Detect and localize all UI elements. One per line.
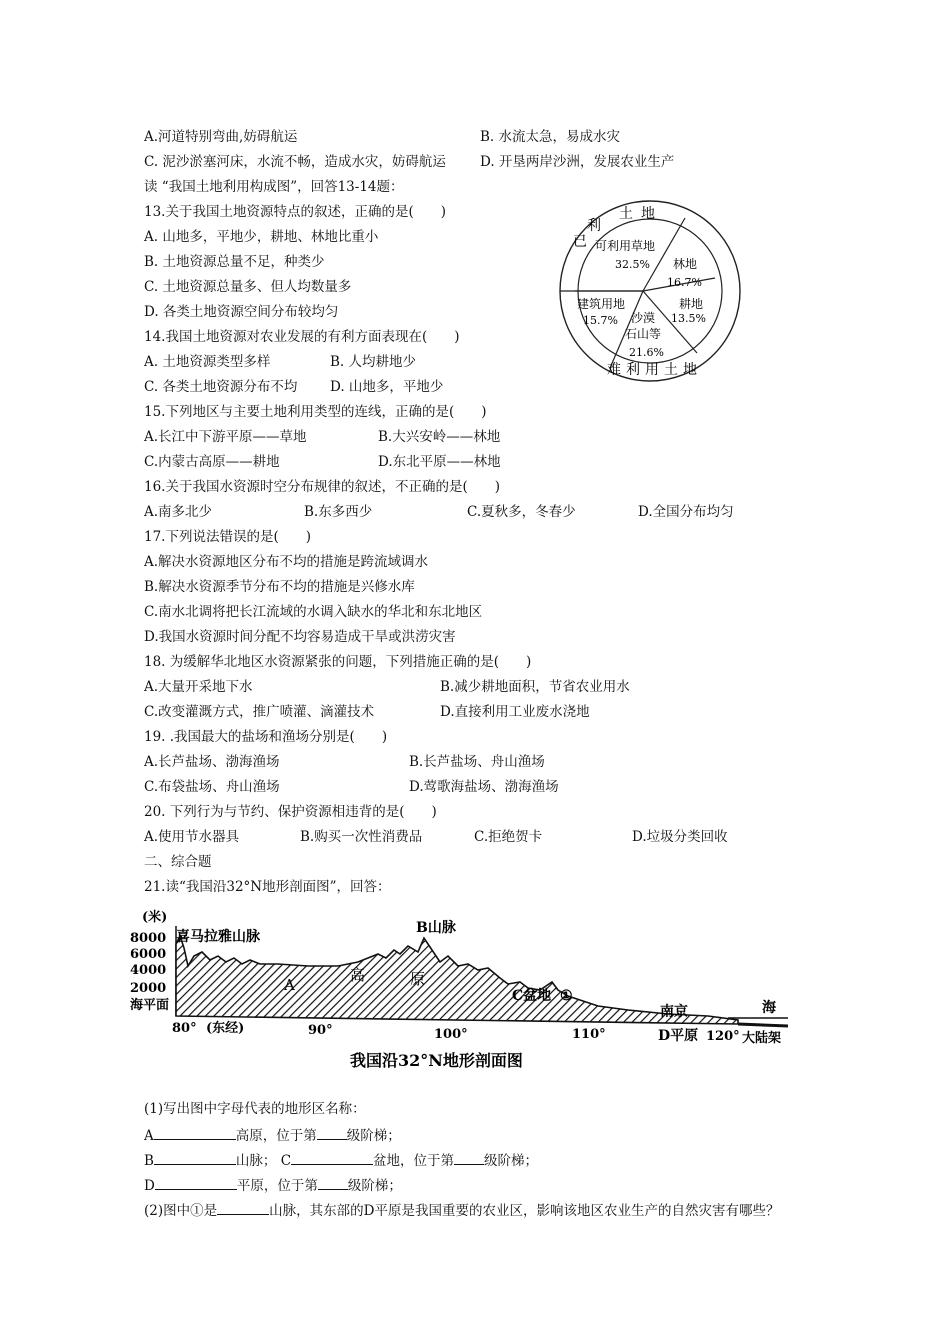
xtick-110: 110° (572, 1027, 606, 1042)
q15-stem: 15.下列地区与主要土地利用类型的连线，正确的是( ) (144, 404, 487, 420)
pie-seg-cropland-name: 耕地 (679, 297, 704, 311)
q21-d-letter: D (144, 1178, 155, 1194)
q19-stem: 19. .我国最大的盐场和渔场分别是( ) (144, 729, 388, 745)
q21-sub2-pre: (2)图中①是 (144, 1203, 218, 1219)
q19-option-c: C.布袋盐场、舟山渔场 (144, 779, 280, 795)
q17-option-c: C.南水北调将把长江流域的水调入缺水的华北和东北地区 (144, 604, 483, 620)
q21-a-mid: 高原，位于第 (235, 1128, 317, 1144)
q12-option-b: B. 水流太急，易成水灾 (480, 129, 621, 145)
answer-blank-c-name[interactable] (291, 1150, 373, 1165)
pie-top-label-3: 已 (573, 234, 587, 250)
xtick-120: 120° (706, 1029, 740, 1044)
q21-sub1: (1)写出图中字母代表的地形区名称： (144, 1101, 366, 1117)
pie-seg-building-name: 建筑用地 (577, 297, 626, 311)
read-landuse-instruction: 读 “我国土地利用构成图”，回答13-14题： (144, 179, 404, 195)
q18-option-c: C.改变灌溉方式，推广喷灌、滴灌技术 (144, 704, 375, 720)
terrain-profile (176, 936, 738, 1024)
q17-option-a: A.解决水资源地区分布不均的措施是跨流域调水 (144, 554, 429, 570)
q12-option-a: A.河道特别弯曲,妨碍航运 (144, 129, 298, 145)
circle-one-label: ① (560, 988, 573, 1004)
plateau-char-1: 高 (350, 966, 366, 984)
q12-option-d: D. 开垦两岸沙洲，发展农业生产 (480, 154, 675, 170)
pie-seg-cropland-value: 13.5% (671, 312, 706, 325)
himalaya-label: 喜马拉雅山脉 (176, 929, 260, 945)
q21-a-end: 级阶梯； (346, 1128, 401, 1144)
profile-caption: 我国沿32°N地形剖面图 (350, 1051, 523, 1070)
q13-option-b: B. 土地资源总量不足，种类少 (144, 254, 325, 270)
q16-option-c: C.夏秋多，冬春少 (467, 504, 576, 520)
q12-option-c: C. 泥沙淤塞河床，水流不畅，造成水灾，妨碍航运 (144, 154, 446, 170)
q20-option-b: B.购买一次性消费品 (300, 829, 423, 845)
q21-stem: 21.读“我国沿32°N地形剖面图”，回答： (144, 879, 391, 895)
q21-line-d (144, 1175, 402, 1195)
q15-option-b: B.大兴安岭——林地 (378, 429, 501, 445)
pie-seg-building-value: 15.7% (583, 314, 618, 327)
q17-option-d: D.我国水资源时间分配不均容易造成干旱或洪涝灾害 (144, 629, 456, 645)
q21-line-a (144, 1125, 401, 1145)
a-plateau-letter: A (284, 976, 295, 994)
q20-option-c: C.拒绝贺卡 (474, 829, 543, 845)
q20-option-d: D.垃圾分类回收 (632, 829, 728, 845)
q21-a-letter: A (144, 1128, 154, 1144)
answer-blank-c-step[interactable] (454, 1150, 484, 1165)
profile-unit-label: (米) (142, 910, 168, 925)
q16-option-a: A.南多北少 (144, 504, 213, 520)
q21-c-end: 级阶梯； (484, 1153, 539, 1169)
profile-ytick-2000: 2000 (130, 981, 167, 996)
answer-blank-a-name[interactable] (154, 1125, 236, 1140)
section-2-heading: 二、综合题 (144, 854, 212, 870)
nanjing-label: 南京 (660, 1004, 688, 1020)
profile-ytick-6000: 6000 (130, 947, 167, 962)
pie-seg-grassland-value: 32.5% (615, 258, 650, 271)
pie-seg-forest-name: 林地 (673, 257, 698, 271)
q13-option-c: C. 土地资源总量多、但人均数量多 (144, 279, 352, 295)
q14-stem: 14.我国土地资源对农业发展的有利方面表现在( ) (144, 329, 460, 345)
q19-option-a: A.长芦盐场、渤海渔场 (144, 754, 280, 770)
answer-blank-b-name[interactable] (154, 1150, 236, 1165)
pie-top-label-1: 土地 (619, 206, 663, 222)
q21-line-b (144, 1150, 538, 1170)
pie-top-label-2: 利 (587, 218, 601, 234)
q21-b-mid: 山脉； C (235, 1153, 292, 1169)
q17-stem: 17.下列说法错误的是( ) (144, 529, 312, 545)
q21-sub2-end: 山脉，其东部的D平原是我国重要的农业区，影响该地区农业生产的自然灾害有哪些？ (269, 1203, 780, 1219)
q14-option-d: D. 山地多，平地少 (330, 379, 444, 395)
q14-option-b: B. 人均耕地少 (330, 354, 417, 370)
c-basin-label: C盆地 (512, 988, 552, 1004)
answer-blank-d-step[interactable] (318, 1175, 348, 1190)
q16-stem: 16.关于我国水资源时空分布规律的叙述，不正确的是( ) (144, 479, 501, 495)
terrain-profile-chart (128, 906, 798, 1076)
q16-option-d: D.全国分布均匀 (638, 504, 734, 520)
q21-d-end: 级阶梯； (347, 1178, 402, 1194)
answer-blank-d-name[interactable] (155, 1175, 237, 1190)
q20-option-a: A.使用节水器具 (144, 829, 240, 845)
q13-option-d: D. 各类土地资源空间分布较均匀 (144, 304, 339, 320)
q21-sub2 (144, 1200, 779, 1220)
xtick-100: 100° (434, 1027, 468, 1042)
b-mountain-label: B山脉 (416, 920, 456, 936)
q13-stem: 13.关于我国土地资源特点的叙述，正确的是( ) (144, 204, 447, 220)
q21-b-letter: B (144, 1153, 154, 1169)
pie-seg-desert-name2: 石山等 (625, 327, 662, 341)
q19-option-d: D.莺歌海盐场、渤海渔场 (409, 779, 559, 795)
q18-stem: 18. 为缓解华北地区水资源紧张的问题，下列措施正确的是( ) (144, 654, 532, 670)
answer-blank-circle-one[interactable] (217, 1200, 269, 1215)
q13-option-a: A. 山地多，平地少，耕地、林地比重小 (144, 229, 379, 245)
continental-shelf (738, 1024, 788, 1026)
q19-option-b: B.长芦盐场、舟山渔场 (409, 754, 545, 770)
q14-option-c: C. 各类土地资源分布不均 (144, 379, 298, 395)
pie-seg-forest-value: 16.7% (667, 276, 702, 289)
plateau-char-2: 原 (410, 970, 426, 988)
d-plain-label: D平原 (658, 1028, 699, 1044)
q18-option-b: B.减少耕地面积，节省农业用水 (440, 679, 630, 695)
profile-ytick-8000: 8000 (130, 931, 167, 946)
pie-seg-grassland-name: 可利用草地 (595, 239, 656, 253)
profile-ytick-4000: 4000 (130, 963, 167, 978)
q14-option-a: A. 土地资源类型多样 (144, 354, 271, 370)
shelf-label: 大陆架 (742, 1031, 782, 1046)
q20-stem: 20. 下列行为与节约、保护资源相违背的是( ) (144, 804, 437, 820)
q15-option-a: A.长江中下游平原——草地 (144, 429, 307, 445)
pie-seg-desert-value: 21.6% (629, 346, 664, 359)
q21-c-mid: 盆地，位于第 (373, 1153, 455, 1169)
answer-blank-a-step[interactable] (317, 1125, 347, 1140)
pie-seg-desert-name: 沙漠 (631, 311, 656, 325)
q18-option-a: A.大量开采地下水 (144, 679, 253, 695)
pie-bottom-label: 难利用土地 (607, 362, 702, 378)
q15-option-c: C.内蒙古高原——耕地 (144, 454, 280, 470)
q17-option-b: B.解决水资源季节分布不均的措施是兴修水库 (144, 579, 415, 595)
landuse-pie-chart (555, 198, 745, 384)
profile-sea-level-label: 海平面 (130, 998, 170, 1013)
q16-option-b: B.东多西少 (304, 504, 373, 520)
q15-option-d: D.东北平原——林地 (378, 454, 501, 470)
lon-label: (东经) (206, 1021, 245, 1036)
q18-option-d: D.直接利用工业废水浇地 (440, 704, 590, 720)
xtick-90: 90° (308, 1023, 333, 1038)
q21-d-mid: 平原，位于第 (236, 1178, 318, 1194)
xtick-80: 80° (172, 1021, 197, 1036)
sea-label: 海 (762, 1000, 776, 1016)
